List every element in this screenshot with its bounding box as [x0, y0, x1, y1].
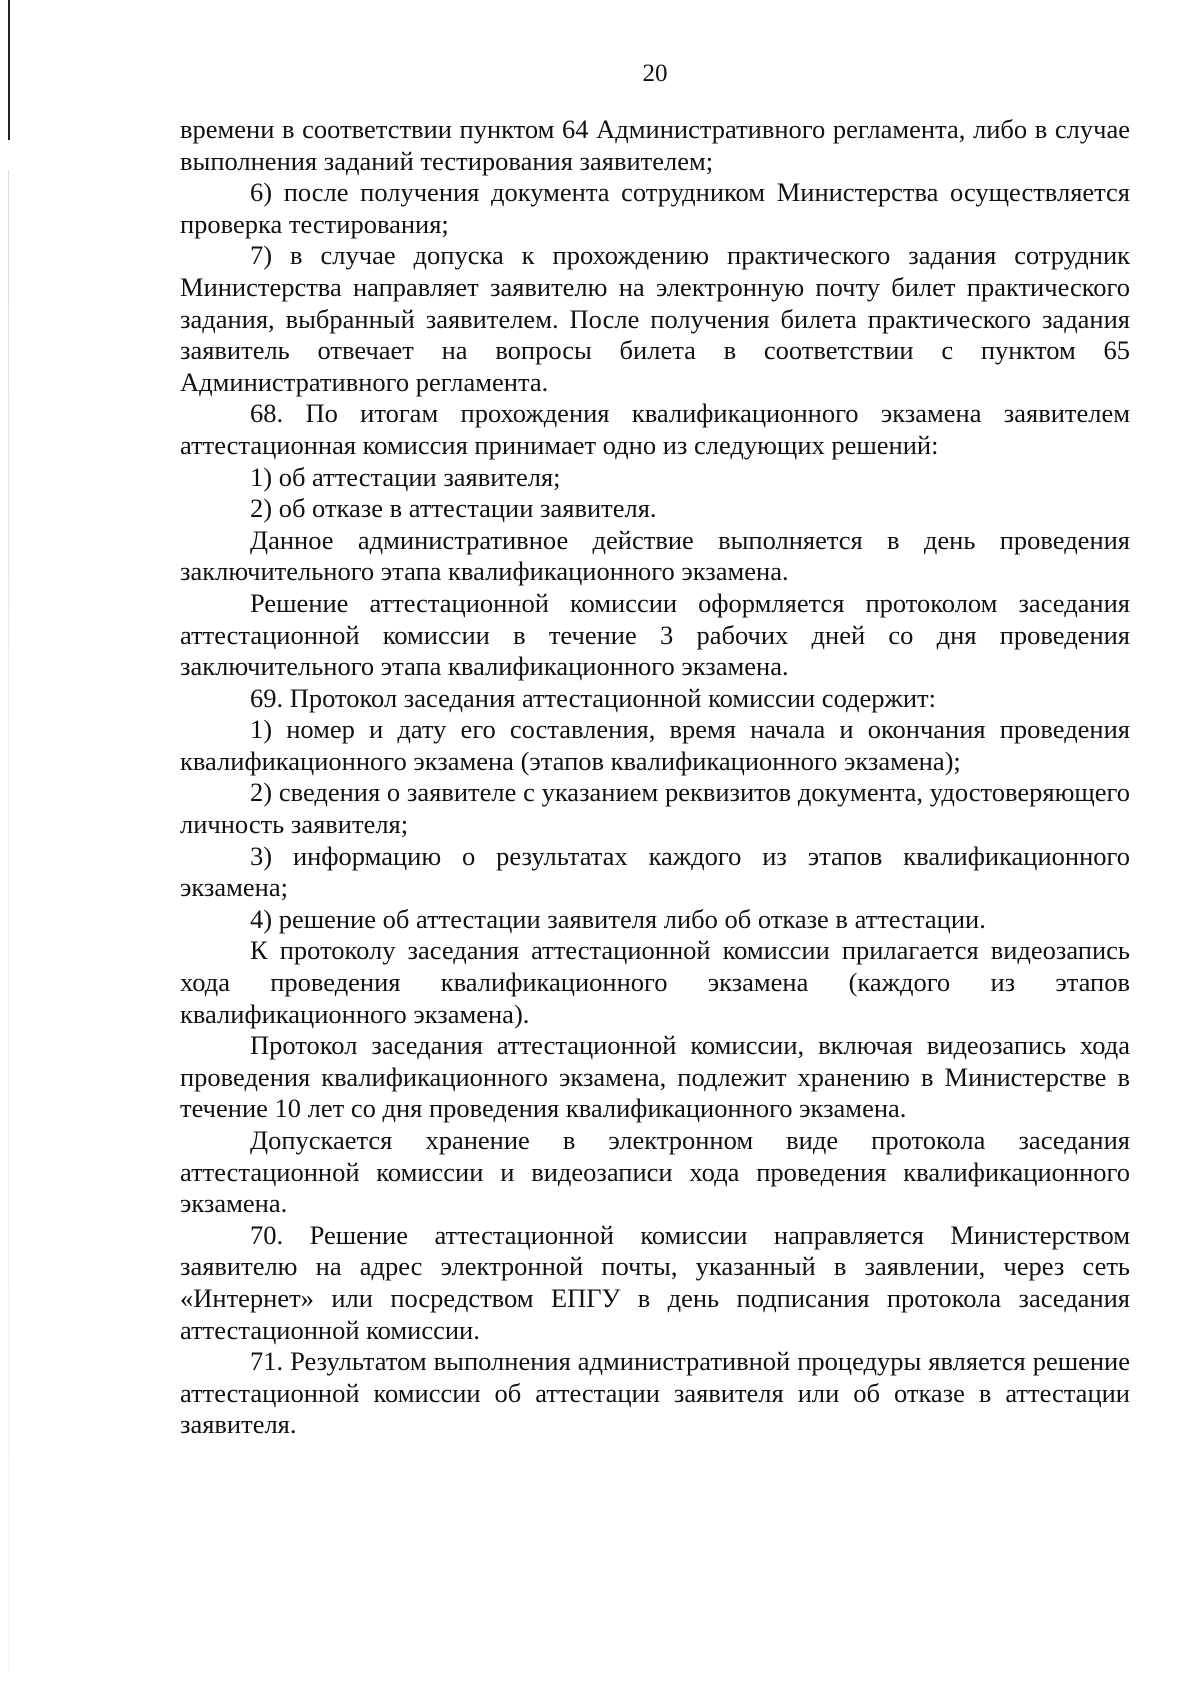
paragraph-69-item-4: 4) решение об аттестации заявителя либо об отказе в аттестации.: [250, 903, 986, 934]
paragraph-69-item-1: 1) номер и дату его составления, время начала и окончания проведения квалификационного экзамена (этапов квалификационного экзамена);: [180, 714, 1130, 776]
paragraph-decision-protocol: Решение аттестационной комиссии оформляется протоколом заседания аттестационной комиссии в течение 3 рабочих дней со дня проведения заключительного этапа квалификационного экзамена.: [180, 587, 1130, 682]
page-number: 20: [642, 60, 668, 87]
scan-edge-shadow: [8, 170, 9, 1670]
paragraph-69-item-3: 3) информацию о результатах каждого из этапов квалификационного экзамена;: [180, 840, 1130, 903]
paragraph-item-6: 6) после получения документа сотрудником Министерства осуществляется проверка тестирования;: [180, 177, 1130, 239]
document-body: [180, 114, 1130, 1441]
paragraph-69: 69. Протокол заседания аттестационной комиссии содержит:: [250, 682, 936, 713]
paragraph-electronic-storage: Допускается хранение в электронном виде протокола заседания аттестационной комиссии и видеозаписи хода проведения квалификационного экзамена.: [180, 1125, 1130, 1219]
paragraph-storage: Протокол заседания аттестационной комиссии, включая видеозапись хода проведения квалификационного экзамена, подлежит хранению в Министерстве в течение 10 лет со дня проведения квалификационного экзамена.: [180, 1030, 1130, 1124]
paragraph-68-item-2: 2) об отказе в аттестации заявителя.: [250, 493, 657, 524]
paragraph-71: 71. Результатом выполнения административной процедуры является решение аттестационной комиссии об аттестации заявителя или об отказе в аттестации заявителя.: [180, 1346, 1130, 1440]
paragraph-70: 70. Решение аттестационной комиссии направляется Министерством заявителю на адрес электронной почты, указанный в заявлении, через сеть «Интернет» или посредством ЕПГУ в день подписания протокола заседания аттестационной комиссии.: [180, 1219, 1130, 1345]
paragraph-continuation: времени в соответствии пунктом 64 Административного регламента, либо в случае выполнения заданий тестирования заявителем;: [180, 114, 1130, 176]
paragraph-action-timing: Данное административное действие выполняется в день проведения заключительного этапа квалификационного экзамена.: [180, 524, 1130, 587]
paragraph-video-attachment: К протоколу заседания аттестационной комиссии прилагается видеозапись хода проведения квалификационного экзамена (каждого из этапов квалификационного экзамена).: [180, 935, 1130, 1029]
paragraph-item-7: 7) в случае допуска к прохождению практического задания сотрудник Министерства направляет заявителю на электронную почту билет практического задания, выбранный заявителем. После получения билета практического задания заявитель отвечает на вопросы билета в соответствии с пунктом 65 Административного регламента.: [180, 240, 1130, 397]
paragraph-68-item-1: 1) об аттестации заявителя;: [250, 461, 561, 492]
paragraph-68: 68. По итогам прохождения квалификационного экзамена заявителем аттестационная комиссия принимает одно из следующих решений:: [180, 398, 1130, 460]
paragraph-69-item-2: 2) сведения о заявителе с указанием реквизитов документа, удостоверяющего личность заявителя;: [180, 777, 1130, 840]
